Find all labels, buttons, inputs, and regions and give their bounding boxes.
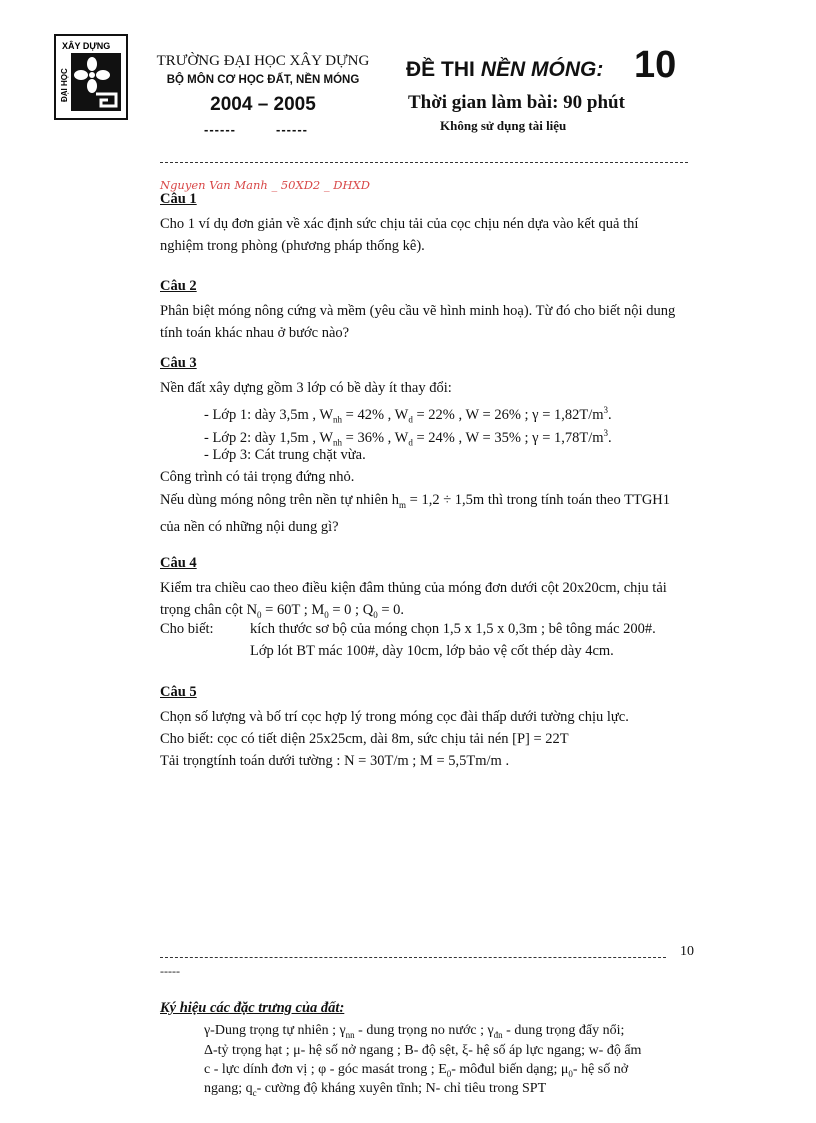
- author-signature: Nguyen Van Manh _ 50XD2 _ DHXD: [160, 178, 370, 192]
- question-4-text: Kiểm tra chiều cao theo điều kiện đâm thủng của móng đơn dưới cột 20x20cm, chịu tải trọng chân cột $N_0 = 60T$ ; $M_0 = 0$ ; $Q_0 = 0$.: [160, 580, 667, 620]
- university-logo: [54, 34, 128, 120]
- question-2-text: [160, 300, 694, 344]
- academic-years: 2004 – 2005: [210, 94, 316, 115]
- department-name: BỘ MÔN CƠ HỌC ĐẤT, NỀN MÓNG: [166, 74, 360, 86]
- exam-title: [406, 58, 603, 82]
- logo-text-side: ĐẠI HỌC: [60, 68, 69, 102]
- question-3-intro: Nền đất xây dựng gồm 3 lớp có bề dày ít thay đổi:: [160, 380, 452, 396]
- page-number: 10: [680, 944, 694, 959]
- question-1-line-1: Cho 1 ví dụ đơn giản về xác định sức chịu tải của cọc chịu nén dựa vào kết quả thí: [160, 216, 639, 232]
- question-3-title: Câu 3: [160, 355, 197, 371]
- header-dashes-right: ------: [276, 122, 308, 137]
- question-1-text: [160, 213, 694, 257]
- question-3-load: Công trình có tải trọng đứng nhỏ.: [160, 469, 355, 485]
- question-3-condition: Nếu dùng móng nông trên nền tự nhiên $h_m = 1,2 \div 1,5m$ thì trong tính toán theo TTGH1 của nền có những nội dung gì?: [160, 492, 671, 535]
- footer-separator: [160, 957, 666, 958]
- question-3-layer-2: - Lớp 2: dày 1,5m , $W_{nh} = 36\%$ , $W_d = 24\%$ , W = 35% ; $\gamma = 1,78T/m^3$.: [204, 428, 612, 448]
- question-2-title: Câu 2: [160, 278, 197, 294]
- question-2-line-1: Phân biệt móng nông cứng và mềm (yêu cầu vẽ hình minh hoạ). Từ đó cho biết nội dung: [160, 303, 676, 319]
- exam-note: Không sử dụng tài liệu: [440, 118, 567, 133]
- question-5-title: Câu 5: [160, 684, 197, 700]
- question-4-given-label: Cho biết:: [160, 621, 214, 637]
- footer-tail-dashes: -----: [160, 964, 180, 978]
- legend-line-4: ngang; $q_c-$ cường độ kháng xuyên tĩnh; N- chỉ tiêu trong SPT: [204, 1081, 547, 1098]
- exam-time: Thời gian làm bài: 90 phút: [408, 92, 625, 113]
- question-5-text: Chọn số lượng và bố trí cọc hợp lý trong móng cọc đài thấp dưới tường chịu lực. Cho biết: cọc có tiết diện 25x25cm, dài 8m, sức chịu tải nén [P] = 22T Tải trọngtính toán dưới tường : N = 30T/m ; M = 5,5Tm/m .: [160, 709, 629, 769]
- question-4-title: Câu 4: [160, 555, 197, 571]
- header-separator: [160, 162, 688, 163]
- question-4-given-2: Lớp lót BT mác 100#, dày 10cm, lớp bảo vệ cốt thép dày 4cm.: [250, 643, 614, 659]
- question-1-line-2: nghiệm trong phòng (phương pháp thống kê).: [160, 238, 425, 254]
- question-1-title: Câu 1: [160, 191, 197, 207]
- exam-subject: NỀN MÓNG:: [480, 58, 604, 81]
- legend-line-3: c - lực dính đơn vị ; φ - góc masát trong ; $E_0-$ môđul biến dạng; $\mu_0-$ hệ số nở: [204, 1062, 629, 1079]
- question-3-layer-1: - Lớp 1: dày 3,5m , $W_{nh} = 42\%$ , $W_d = 22\%$ , W = 26% ; $\gamma = 1,82T/m^3$.: [204, 405, 612, 425]
- school-name: TRƯỜNG ĐẠI HỌC XÂY DỰNG: [156, 53, 370, 69]
- question-2-line-2: tính toán khác nhau ở bước nào?: [160, 325, 350, 341]
- exam-number: 10: [634, 44, 677, 86]
- legend-line-2: Δ-tỷ trọng hạt ; μ- hệ số nở ngang ; B- độ sệt, ξ- hệ số áp lực ngang; w- độ ẩm: [204, 1043, 642, 1058]
- logo-text-top: XÂY DỰNG: [62, 41, 111, 51]
- header-dashes-left: ------: [204, 122, 236, 137]
- question-4-given-1: kích thước sơ bộ của móng chọn 1,5 x 1,5 x 0,3m ; bê tông mác 200#.: [250, 621, 656, 637]
- exam-label: ĐỀ THI: [406, 58, 475, 81]
- legend-line-1: γ-Dung trọng tự nhiên ; $\gamma_{nn}$ - dung trọng no nước ; $\gamma_{đn}$ - dung trọng đẩy nổi;: [204, 1023, 625, 1040]
- question-3-layer-3: - Lớp 3: Cát trung chặt vừa.: [204, 447, 366, 463]
- legend-title: Ký hiệu các đặc trưng của đất:: [160, 1000, 345, 1016]
